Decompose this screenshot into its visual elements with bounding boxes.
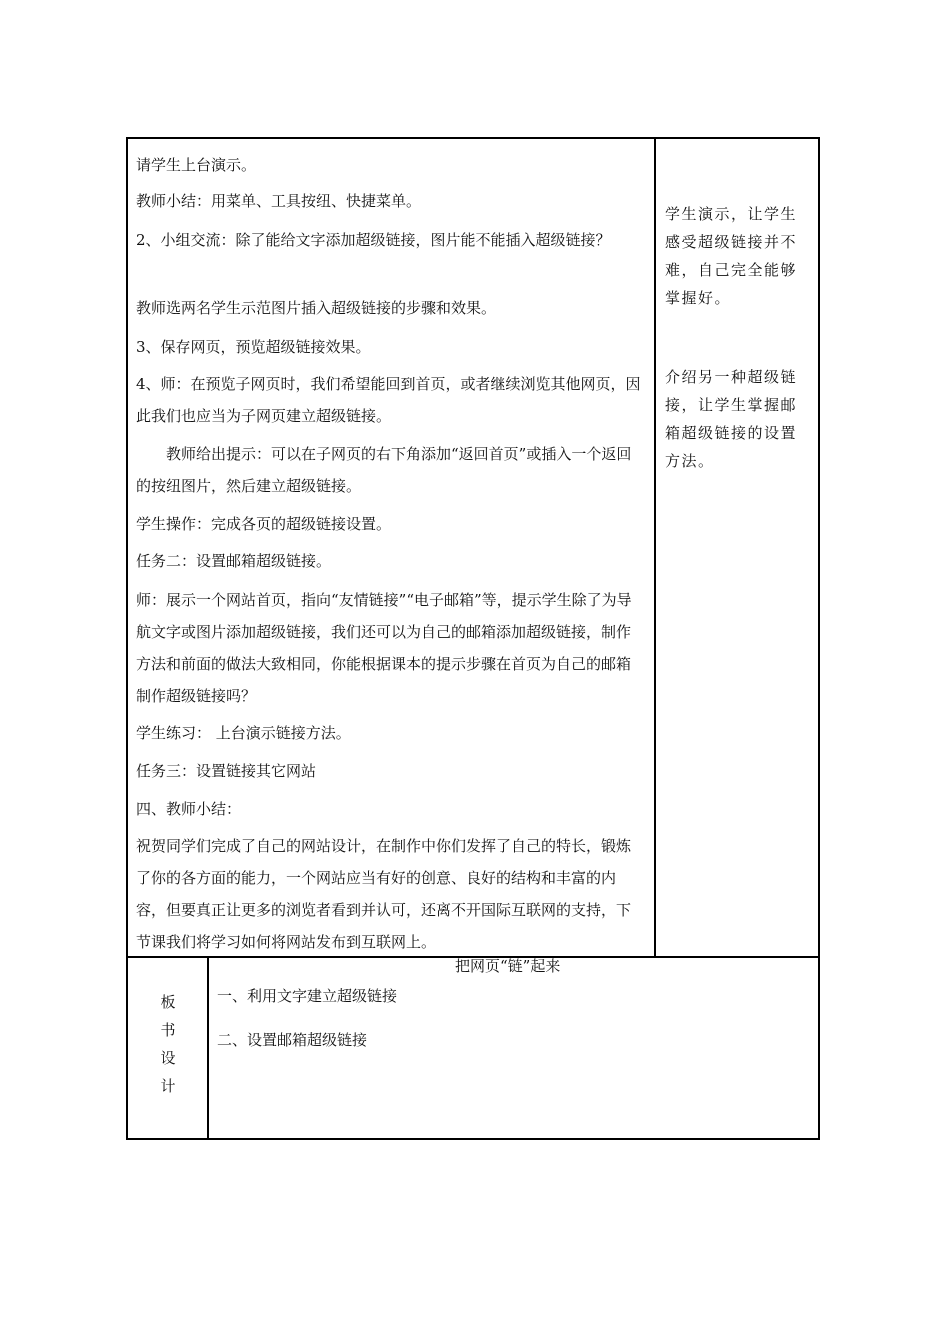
paragraph: 学生练习： 上台演示链接方法。 xyxy=(136,724,351,742)
label-char: 计 xyxy=(160,1077,176,1095)
board-title: 把网页“链”起来 xyxy=(455,957,561,975)
paragraph: 3、保存网页，预览超级链接效果。 xyxy=(136,338,371,356)
paragraph: 学生操作：完成各页的超级链接设置。 xyxy=(136,515,392,533)
board-label-divider xyxy=(207,956,209,1140)
paragraph: 任务三：设置链接其它网站 xyxy=(136,762,317,780)
paragraph: 四、教师小结： xyxy=(136,800,242,818)
label-char: 书 xyxy=(160,1021,176,1039)
board-item: 一、利用文字建立超级链接 xyxy=(217,987,398,1005)
paragraph: 2、小组交流：除了能给文字添加超级链接，图片能不能插入超级链接？ xyxy=(136,231,611,249)
board-design-label xyxy=(160,988,176,1100)
side-note: 学生演示，让学生感受超级链接并不难，自己完全能够掌握好。 xyxy=(665,205,798,307)
side-note: 介绍另一种超级链接，让学生掌握邮箱超级链接的设置方法。 xyxy=(665,368,798,470)
paragraph: 教师选两名学生示范图片插入超级链接的步骤和效果。 xyxy=(136,299,497,317)
label-char: 板 xyxy=(160,993,176,1011)
paragraph: 教师给出提示：可以在子网页的右下角添加“返回首页”或插入一个返回的按纽图片，然后建立超级链接。 xyxy=(136,445,632,495)
label-char: 设 xyxy=(160,1049,176,1067)
paragraph: 4、师：在预览子网页时，我们希望能回到首页，或者继续浏览其他网页，因此我们也应当为子网页建立超级链接。 xyxy=(136,375,641,425)
paragraph: 师：展示一个网站首页，指向“友情链接”“电子邮箱”等，提示学生除了为导航文字或图片添加超级链接，我们还可以为自己的邮箱添加超级链接，制作方法和前面的做法大致相同，你能根据课本的提示步骤在首页为自己的邮箱制作超级链接吗？ xyxy=(136,591,632,705)
paragraph: 教师小结：用菜单、工具按纽、快捷菜单。 xyxy=(136,192,422,210)
board-item: 二、设置邮箱超级链接 xyxy=(217,1031,368,1049)
paragraph: 任务二：设置邮箱超级链接。 xyxy=(136,552,332,570)
paragraph: 祝贺同学们完成了自己的网站设计，在制作中你们发挥了自己的特长，锻炼了你的各方面的能力，一个网站应当有好的创意、良好的结构和丰富的内容，但要真正让更多的浏览者看到并认可，还离不开国际互联网的支持，下节课我们将学习如何将网站发布到互联网上。 xyxy=(136,837,632,951)
paragraph: 请学生上台演示。 xyxy=(136,156,257,174)
column-divider xyxy=(654,137,656,958)
